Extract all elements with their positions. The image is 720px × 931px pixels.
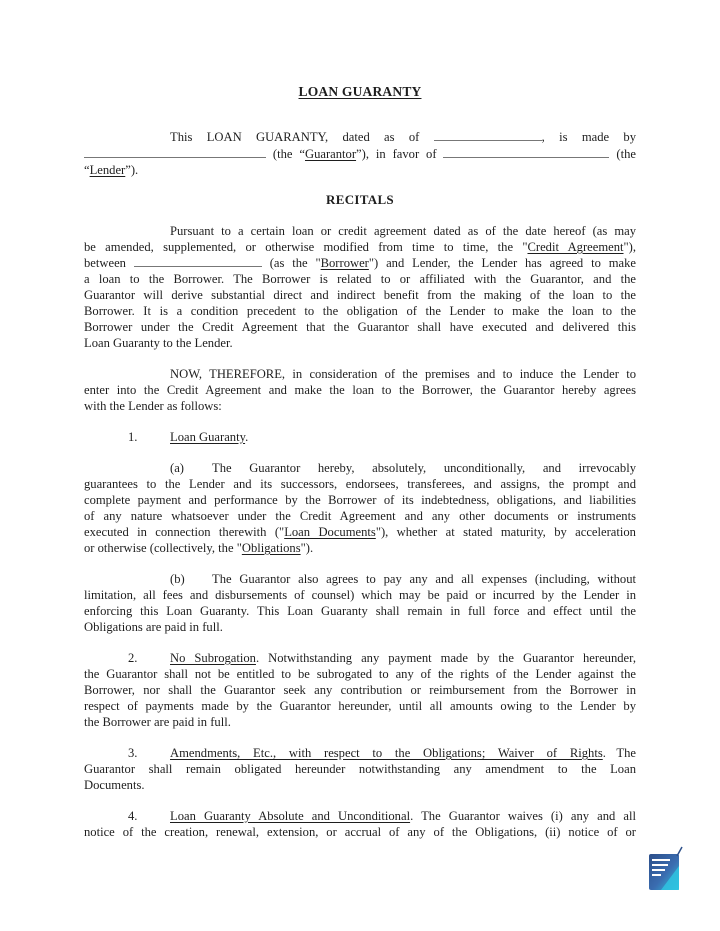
section-1a-line: complete payment and performance by the Borrower of its indebtedness, obligations, and liabilities — [84, 493, 636, 507]
guarantor-name-blank[interactable] — [84, 146, 266, 158]
recitals-line: be amended, supplemented, or otherwise modified from time to time, the "Credit Agreement"), — [84, 240, 636, 254]
section-2-line: Borrower, nor shall the Guarantor seek any contribution or reimbursement from the Borrower in — [84, 683, 636, 697]
section-1a-label: (a) — [170, 461, 184, 475]
section-1b-line: (b) The Guarantor also agrees to pay any and all expenses (including, without — [170, 572, 636, 586]
section-3-line: Guarantor shall remain obligated hereunder notwithstanding any amendment to the Loan — [84, 762, 636, 776]
recitals-heading: RECITALS — [326, 192, 394, 207]
now-therefore-line: enter into the Credit Agreement and make the loan to the Borrower, the Guarantor hereby agrees — [84, 383, 636, 397]
section-1b-line: limitation, all fees and disbursements of counsel) which may be paid or incurred by the Lender in — [84, 588, 636, 602]
defined-term-obligations: Obligations — [241, 541, 301, 555]
section-2-number: 2. — [128, 651, 138, 665]
defined-term-credit-agreement: Credit Agreement — [527, 240, 624, 254]
section-3-number: 3. — [128, 746, 138, 760]
section-2-heading: No Subrogation — [170, 651, 256, 665]
recitals-line: Borrower. It is a condition precedent to the obligation of the Lender to make the loan to the — [84, 304, 636, 318]
section-4-line: notice of the creation, renewal, extension, or accrual of any of the Obligations, (ii) notice of or — [84, 825, 636, 839]
intro-line-1: This LOAN GUARANTY, dated as of , is made by — [170, 130, 636, 144]
document-logo-icon — [647, 846, 683, 892]
section-1b-line: enforcing this Loan Guaranty. This Loan Guaranty shall remain in full force and effect until the — [84, 604, 636, 618]
section-1b-label: (b) — [170, 572, 185, 586]
now-therefore-line: with the Lender as follows: — [84, 399, 222, 413]
section-2-line: respect of payments made by the Guarantor hereunder, until all amounts owing to the Lender by — [84, 699, 636, 713]
now-therefore-line: NOW, THEREFORE, in consideration of the premises and to induce the Lender to — [170, 367, 636, 381]
defined-term-lender: Lender — [89, 163, 126, 177]
document-title: LOAN GUARANTY — [298, 84, 422, 99]
section-3-heading: Amendments, Etc., with respect to the Obligations; Waiver of Rights — [170, 746, 603, 760]
section-4-number: 4. — [128, 809, 138, 823]
recitals-line: Loan Guaranty to the Lender. — [84, 336, 233, 350]
section-1a-line: (a) The Guarantor hereby, absolutely, unconditionally, and irrevocably — [170, 461, 636, 475]
section-1a-line: executed in connection therewith ("Loan Documents"), whether at stated maturity, by acceleration — [84, 525, 636, 539]
borrower-name-blank[interactable] — [134, 255, 262, 267]
recitals-line: a loan to the Borrower. The Borrower is related to or affiliated with the Guarantor, and the — [84, 272, 636, 286]
defined-term-loan-documents: Loan Documents — [284, 525, 376, 539]
section-1a-line: of any nature whatsoever under the Credit Agreement and any other documents or instruments — [84, 509, 636, 523]
section-2-line: No Subrogation. Notwithstanding any payment made by the Guarantor hereunder, — [170, 651, 636, 665]
section-1-number: 1. — [128, 430, 138, 444]
lender-name-blank[interactable] — [443, 146, 609, 158]
section-1b-line: Obligations are paid in full. — [84, 620, 223, 634]
recitals-line: Guarantor will derive substantial direct and indirect benefit from the making of the loan to the — [84, 288, 636, 302]
section-4-heading: Loan Guaranty Absolute and Unconditional — [170, 809, 411, 823]
section-1a-line: guarantees to the Lender and its successors, endorsees, transferees, and assigns, the prompt and — [84, 477, 636, 491]
section-3-line: Documents. — [84, 778, 145, 792]
intro-line-2: (the “Guarantor”), in favor of (the — [84, 146, 636, 162]
recitals-line: Borrower under the Credit Agreement that the Guarantor shall have executed and delivered this — [84, 320, 636, 334]
section-2-line: the Guarantor shall not be entitled to be subrogated to any of the rights of the Lender against the — [84, 667, 636, 681]
section-1-heading: Loan Guaranty. — [170, 430, 249, 444]
recitals-line: between (as the "Borrower") and Lender, the Lender has agreed to make — [84, 256, 636, 270]
section-3-line: Amendments, Etc., with respect to the Obligations; Waiver of Rights. The — [170, 746, 636, 760]
recitals-line: Pursuant to a certain loan or credit agreement dated as of the date hereof (as may — [170, 224, 636, 238]
defined-term-guarantor: Guarantor — [304, 147, 357, 161]
section-2-line: the Borrower are paid in full. — [84, 715, 231, 729]
section-4-line: Loan Guaranty Absolute and Unconditional. The Guarantor waives (i) any and all — [170, 809, 637, 823]
date-blank[interactable] — [434, 129, 542, 141]
intro-line-3: “Lender”). — [84, 163, 139, 177]
defined-term-borrower: Borrower — [320, 256, 369, 270]
section-1a-line: or otherwise (collectively, the "Obligations"). — [84, 541, 314, 555]
